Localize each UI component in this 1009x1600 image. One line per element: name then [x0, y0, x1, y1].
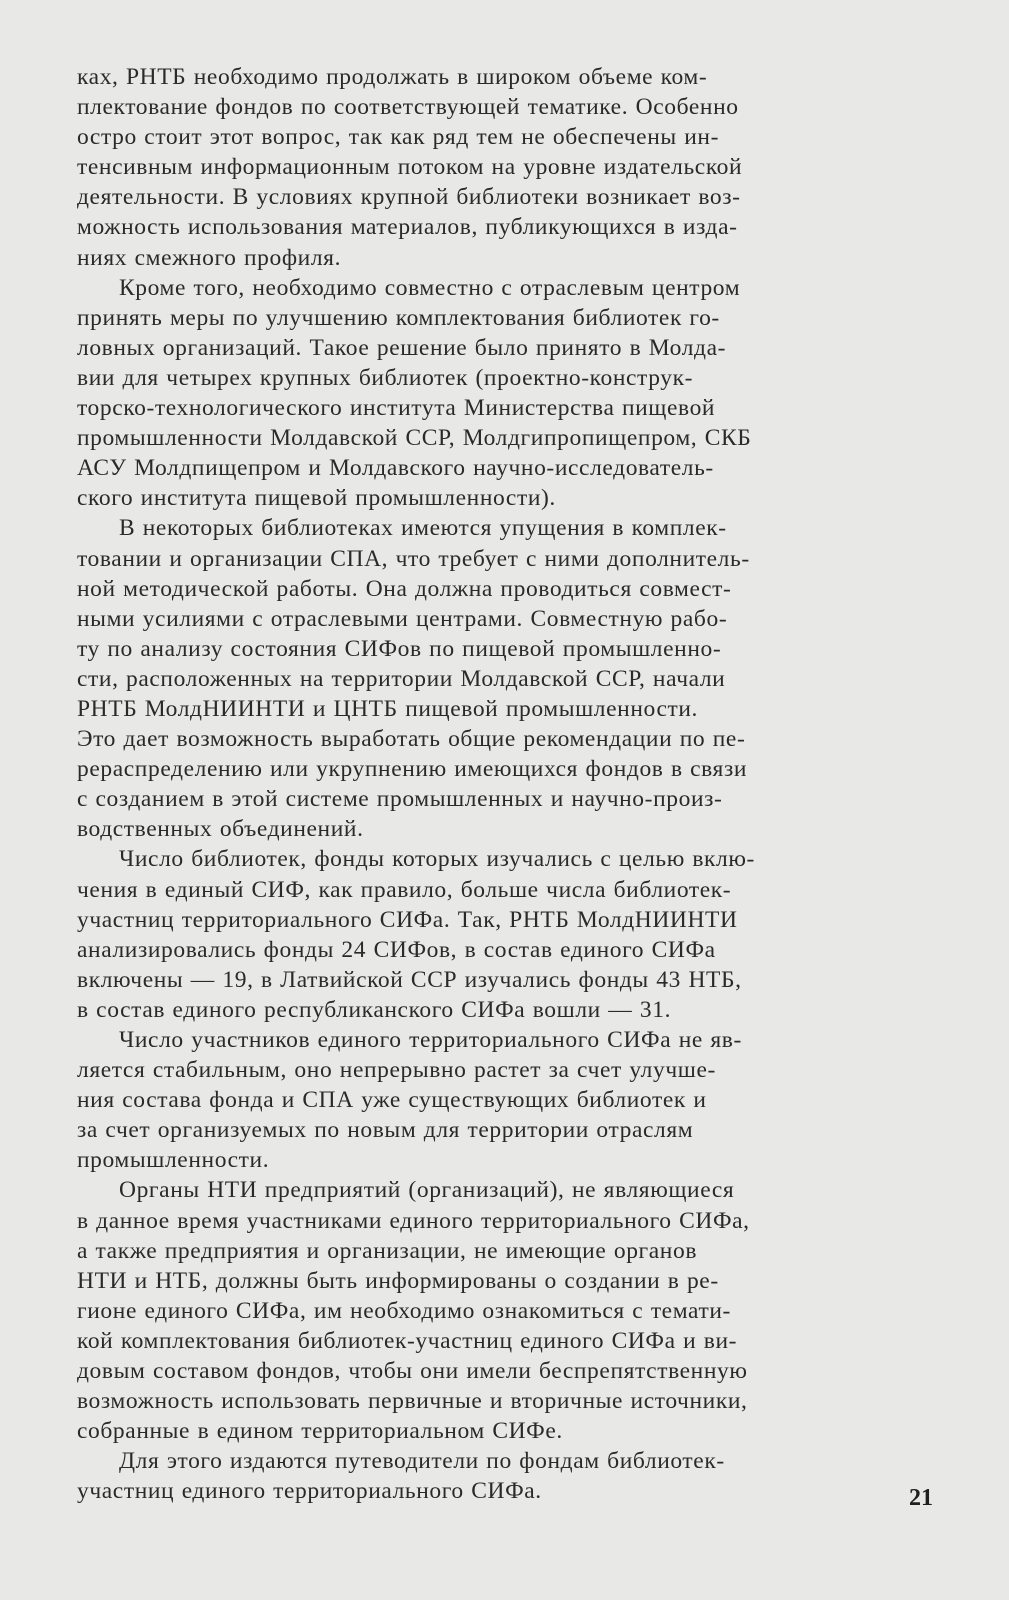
text-line: НТИ и НТБ, должны быть информированы о создании в ре- — [77, 1267, 719, 1294]
paragraph — [77, 62, 939, 273]
paragraph — [77, 844, 939, 1025]
text-line: чения в единый СИФ, как правило, больше числа библиотек- — [77, 876, 732, 903]
text-line: ках, РНТБ необходимо продолжать в широком объеме ком- — [77, 64, 708, 90]
text-line: промышленности Молдавской ССР, Молдгипропищепром, СКБ — [77, 425, 752, 452]
text-line: в данное время участниками единого территориального СИФа, — [77, 1207, 750, 1234]
text-line: товании и организации СПА, что требует с ними дополнитель- — [77, 545, 750, 572]
paragraph — [77, 1025, 939, 1175]
text-line: рераспределению или укрупнению имеющихся фондов в связи — [77, 756, 748, 783]
text-line: гионе единого СИФа, им необходимо ознакомиться с темати- — [77, 1297, 731, 1324]
text-line: Для этого издаются путеводители по фондам библиотек- — [119, 1448, 725, 1475]
text-line: собранные в едином территориальном СИФе. — [77, 1418, 563, 1445]
text-line: ной методической работы. Она должна проводиться совмест- — [77, 575, 732, 602]
text-line: промышленности. — [77, 1147, 270, 1174]
text-line: Это дает возможность выработать общие рекомендации по пе- — [77, 726, 746, 753]
text-line: можность использования материалов, публикующихся в изда- — [77, 214, 738, 241]
text-line: кой комплектования библиотек-участниц единого СИФа и ви- — [77, 1327, 738, 1354]
text-line: РНТБ МолдНИИНТИ и ЦНТБ пищевой промышленности. — [77, 695, 698, 722]
text-line: анализировались фонды 24 СИФов, в состав единого СИФа — [77, 936, 716, 963]
paragraph — [77, 513, 939, 844]
text-line: В некоторых библиотеках имеются упущения в комплек- — [119, 515, 727, 542]
text-line: а также предприятия и организации, не имеющие органов — [77, 1237, 698, 1264]
text-line: плектование фондов по соответствующей тематике. Особенно — [77, 94, 739, 121]
text-line: Число библиотек, фонды которых изучались с целью вклю- — [119, 846, 755, 873]
text-line: за счет организуемых по новым для территории отраслям — [77, 1117, 694, 1144]
text-line: Число участников единого территориального СИФа не яв- — [119, 1027, 742, 1053]
text-line: ния состава фонда и СПА уже существующих библиотек и — [77, 1087, 707, 1114]
text-line: ными усилиями с отраслевыми центрами. Совместную рабо- — [77, 605, 728, 632]
text-line: участниц территориального СИФа. Так, РНТБ МолдНИИНТИ — [77, 906, 738, 933]
paragraph — [77, 1446, 939, 1506]
page-number: 21 — [909, 1485, 933, 1511]
text-line: вии для четырех крупных библиотек (проектно-конструк- — [77, 364, 694, 391]
text-line: Органы НТИ предприятий (организаций), не являющиеся — [119, 1177, 735, 1204]
text-line: в состав единого республиканского СИФа вошли — 31. — [77, 996, 672, 1023]
body-text — [77, 62, 939, 1507]
text-line: принять меры по улучшению комплектования библиотек го- — [77, 304, 720, 331]
text-line: ту по анализу состояния СИФов по пищевой промышленно- — [77, 635, 722, 662]
paragraph — [77, 273, 939, 514]
text-line: довым составом фондов, чтобы они имели беспрепятственную — [77, 1358, 748, 1385]
text-line: ляется стабильным, оно непрерывно растет за счет улучше- — [77, 1057, 716, 1084]
text-line: торско-технологического института Министерства пищевой — [77, 395, 716, 422]
text-line: ловных организаций. Такое решение было принято в Молда- — [77, 334, 727, 361]
text-line: тенсивным информационным потоком на уровне издательской — [77, 154, 743, 181]
text-line: Кроме того, необходимо совместно с отраслевым центром — [119, 274, 741, 301]
text-line: остро стоит этот вопрос, так как ряд тем не обеспечены ин- — [77, 124, 720, 151]
text-line: водственных объединений. — [77, 816, 364, 843]
text-line: ского института пищевой промышленности). — [77, 485, 556, 512]
text-line: с созданием в этой системе промышленных и научно-произ- — [77, 786, 723, 813]
paragraph — [77, 1175, 939, 1446]
text-line: деятельности. В условиях крупной библиотеки возникает воз- — [77, 184, 741, 211]
text-line: участниц единого территориального СИФа. — [77, 1478, 542, 1505]
text-line: включены — 19, в Латвийской ССР изучались фонды 43 НТБ, — [77, 966, 742, 993]
text-line: сти, расположенных на территории Молдавской ССР, начали — [77, 665, 726, 692]
text-line: возможность использовать первичные и вторичные источники, — [77, 1388, 748, 1415]
text-line: ниях смежного профиля. — [77, 244, 342, 271]
text-line: АСУ Молдпищепром и Молдавского научно-исследователь- — [77, 455, 714, 482]
